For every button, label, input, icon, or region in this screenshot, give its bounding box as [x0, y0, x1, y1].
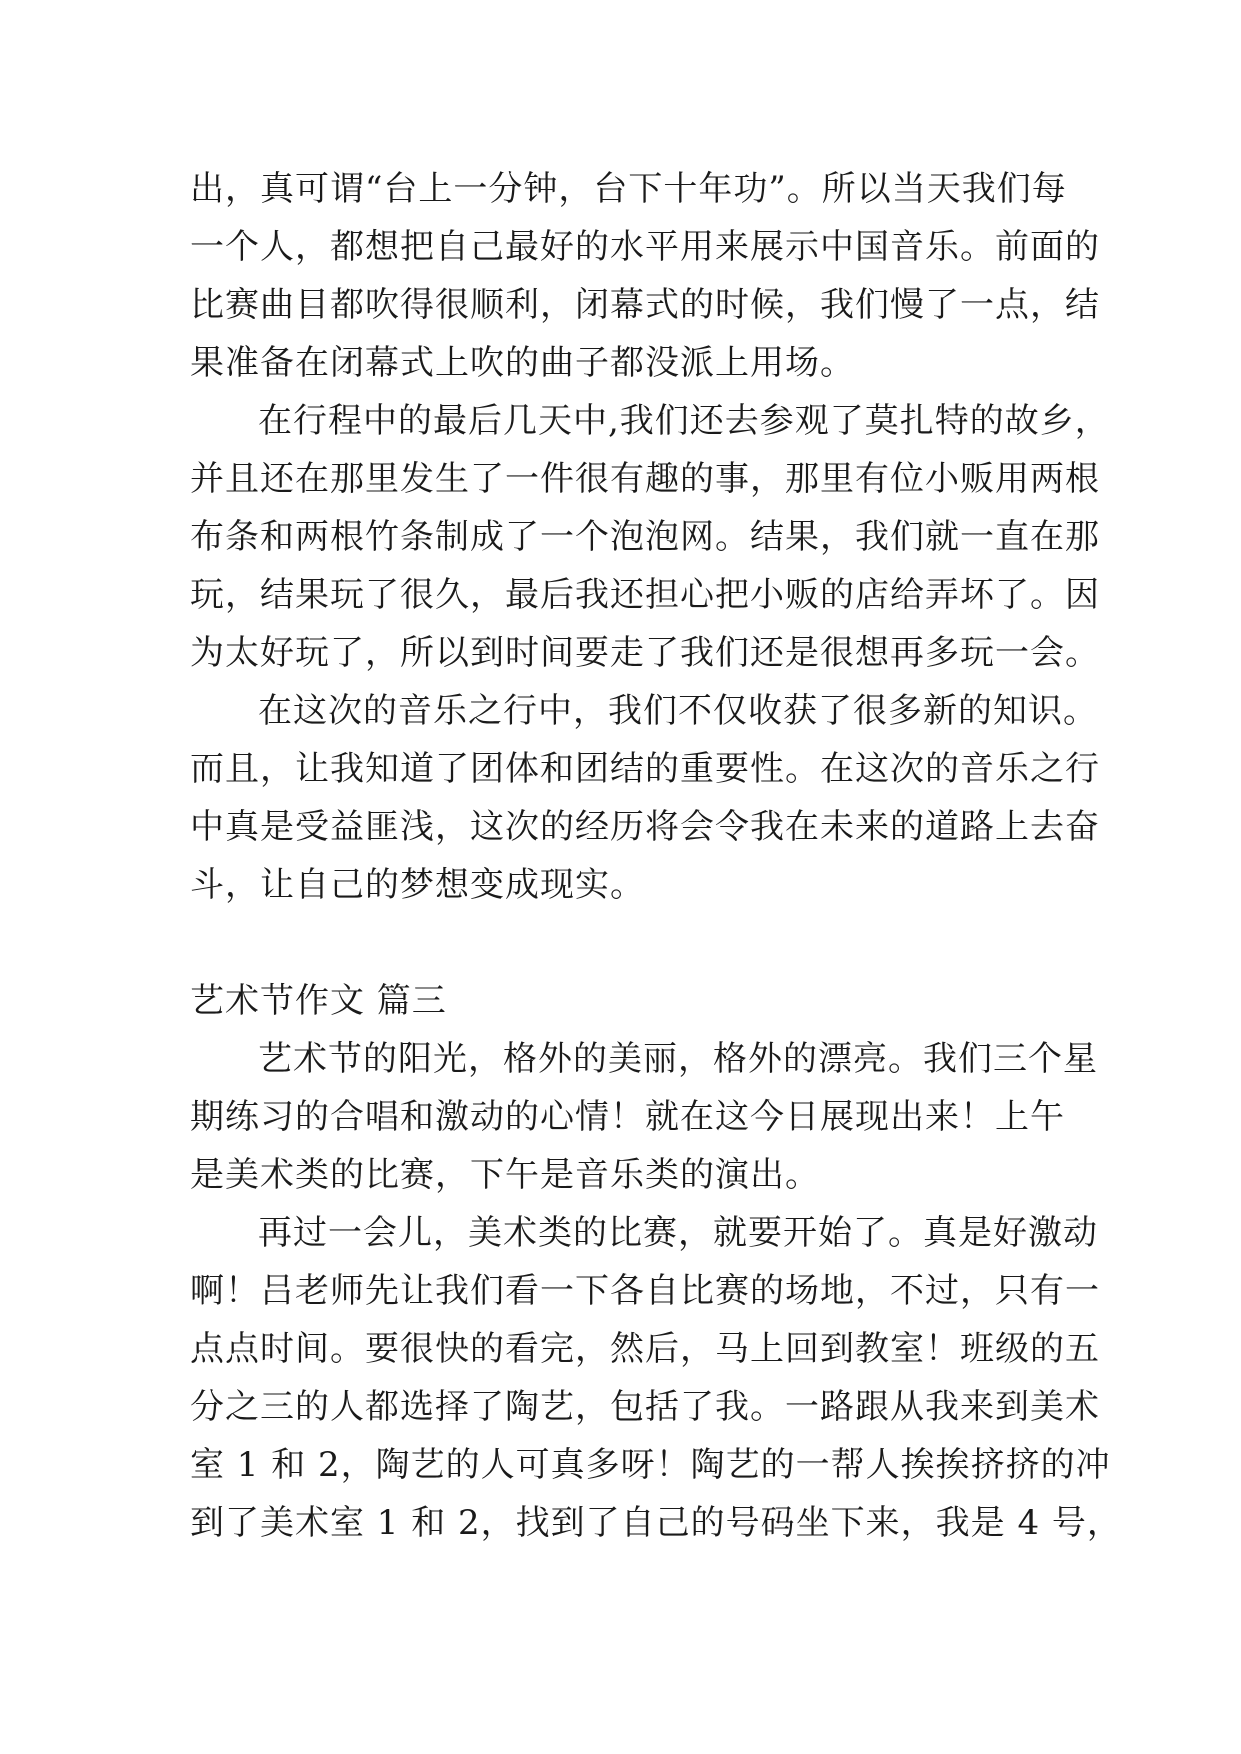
text-line: 玩，结果玩了很久，最后我还担心把小贩的店给弄坏了。因 [190, 575, 1100, 615]
text-line: 出，真可谓“台上一分钟，台下十年功”。所以当天我们每 [190, 169, 1067, 209]
text-line: 啊！吕老师先让我们看一下各自比赛的场地，不过，只有一 [190, 1271, 1100, 1311]
section-heading: 艺术节作文 篇三 [190, 981, 447, 1021]
text-line: 分之三的人都选择了陶艺，包括了我。一路跟从我来到美术 [190, 1387, 1100, 1427]
text-line: 而且，让我知道了团体和团结的重要性。在这次的音乐之行 [190, 749, 1100, 789]
paragraph-start-line: 再过一会儿，美术类的比赛，就要开始了。真是好激动 [258, 1213, 1098, 1253]
text-line: 是美术类的比赛，下午是音乐类的演出。 [190, 1155, 820, 1195]
text-line: 果准备在闭幕式上吹的曲子都没派上用场。 [190, 343, 855, 383]
text-line: 斗，让自己的梦想变成现实。 [190, 865, 645, 905]
text-line: 比赛曲目都吹得很顺利，闭幕式的时候，我们慢了一点，结 [190, 285, 1100, 325]
section-gap [190, 914, 1090, 972]
text-line: 为太好玩了，所以到时间要走了我们还是很想再多玩一会。 [190, 633, 1100, 673]
text-line: 布条和两根竹条制成了一个泡泡网。结果，我们就一直在那 [190, 517, 1100, 557]
text-line: 期练习的合唱和激动的心情！就在这今日展现出来！上午 [190, 1097, 1065, 1137]
text-line: 室 1 和 2，陶艺的人可真多呀！陶艺的一帮人挨挨挤挤的冲 [190, 1445, 1111, 1485]
text-line: 到了美术室 1 和 2，找到了自己的号码坐下来，我是 4 号， [190, 1503, 1122, 1543]
document-body [190, 160, 1122, 1552]
paragraph-start-line: 在行程中的最后几天中,我们还去参观了莫扎特的故乡， [258, 401, 1110, 441]
text-line: 并且还在那里发生了一件很有趣的事，那里有位小贩用两根 [190, 459, 1100, 499]
paragraph-start-line: 在这次的音乐之行中，我们不仅收获了很多新的知识。 [258, 691, 1098, 731]
text-line: 一个人，都想把自己最好的水平用来展示中国音乐。前面的 [190, 227, 1100, 267]
text-line: 中真是受益匪浅，这次的经历将会令我在未来的道路上去奋 [190, 807, 1100, 847]
paragraph-start-line: 艺术节的阳光，格外的美丽，格外的漂亮。我们三个星 [258, 1039, 1098, 1079]
text-line: 点点时间。要很快的看完，然后，马上回到教室！班级的五 [190, 1329, 1100, 1369]
